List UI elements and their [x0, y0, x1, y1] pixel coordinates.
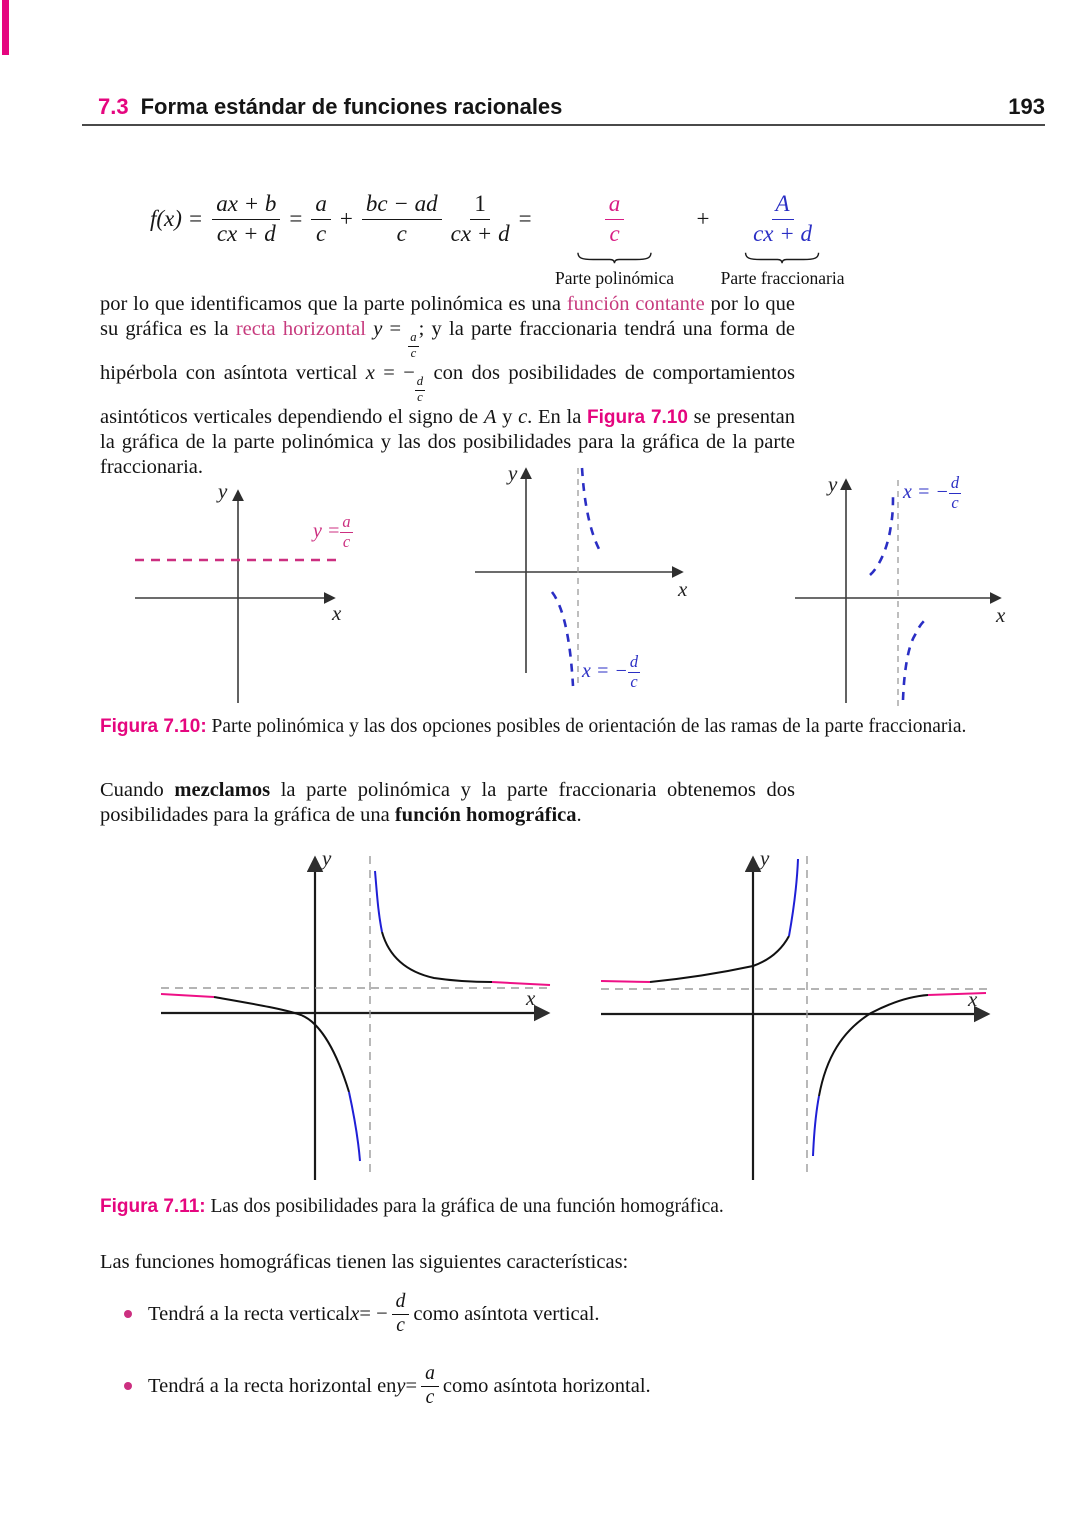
plus-sign: +: [696, 205, 710, 231]
label-fraction-d-c: $\frac{d}{c}$: [629, 652, 639, 691]
text-run: . En la: [527, 405, 588, 428]
header-rule: [82, 124, 1045, 126]
axis-label-x: x: [526, 986, 536, 1010]
bold-funcion-homografica: función homográfica: [394, 804, 577, 826]
math-equals: =: [382, 318, 409, 340]
standard-form-formula: [150, 190, 851, 288]
figure-7-10-plot-branches-2: [790, 452, 1020, 712]
characteristics-list: [124, 1283, 824, 1417]
fraction-axb-cxd: $\frac{ax + b}{cx + d}$: [212, 190, 280, 248]
polynomial-part-label: Parte polinómica: [555, 267, 675, 288]
display-fraction-d-c: $\frac{d}{c}$: [392, 1291, 410, 1338]
figure-7-11-caption-label: Figura 7.11:: [100, 1196, 206, 1217]
math-var-y: y: [396, 1374, 406, 1397]
fraction-1-cxd: $\frac{1}{cx + d}$: [450, 191, 510, 247]
polynomial-underbrace-group: [555, 252, 674, 289]
text-run: por lo que identificamos que la parte polinómica es una: [100, 293, 567, 315]
math-var-A: A: [483, 405, 497, 428]
fractional-part-label: Parte fraccionaria: [720, 267, 845, 288]
horizontal-asymptote-label: y = $\frac{a}{c}$: [313, 512, 351, 551]
axis-label-x: x: [332, 601, 342, 625]
plot-canvas: [158, 846, 560, 1186]
figure-7-10-caption-label: Figura 7.10:: [100, 716, 207, 737]
label-fraction-d-c: $\frac{d}{c}$: [950, 473, 960, 512]
math-var-x: x: [350, 1302, 360, 1325]
fractional-underbrace-group: [721, 252, 845, 289]
text-run: Tendrá a la recta vertical: [148, 1302, 351, 1325]
axis-label-x: x: [996, 603, 1006, 627]
bullet-icon: [124, 1382, 132, 1390]
text-run: Tendrá a la recta horizontal en: [148, 1374, 397, 1397]
text-run: como asíntota vertical.: [413, 1302, 600, 1325]
fraction-bcad-c: $\frac{bc - ad}{c}$: [362, 190, 442, 248]
figure-7-10-plot-branches-1: [470, 455, 705, 710]
axis-label-y: y: [322, 846, 332, 870]
page-number: 193: [1008, 94, 1045, 119]
plot-canvas: [130, 475, 390, 713]
math-var-c: c: [518, 405, 528, 428]
axis-label-x: x: [678, 577, 688, 601]
figure-7-10-plot-polynomial: [130, 475, 390, 713]
math-equals-minus: = −: [359, 1302, 388, 1325]
plot-canvas: [598, 846, 1000, 1186]
fraction-A-cxd-blue: $\frac{A}{cx + d}$: [753, 191, 812, 247]
inline-fraction-a-c: $\frac{a}{c}$: [410, 330, 417, 361]
vertical-asymptote-label: x = − $\frac{d}{c}$: [582, 652, 639, 691]
highlight-funcion-constante: función contante: [566, 293, 705, 315]
section-number: 7.3: [98, 94, 129, 119]
characteristics-intro: [100, 1250, 795, 1275]
bullet-icon: [124, 1310, 132, 1318]
axis-label-x: x: [968, 987, 978, 1011]
text-run: y: [496, 405, 519, 428]
highlight-recta-horizontal: recta horizontal: [235, 318, 366, 340]
text-run: .: [576, 804, 582, 826]
text-run: la parte polinómica y la parte fraccionaria obtenemos dos posibilidades para la gráfica de una: [100, 779, 795, 826]
fraction-a-c-pink: $\frac{a}{c}$: [605, 190, 625, 248]
math-equals-minus: = −: [374, 361, 415, 384]
axis-label-y: y: [218, 479, 228, 503]
underbrace-icon: [577, 252, 653, 264]
text-run: ; y la parte fraccionaria tendrá una forma de hipérbola con asíntota vertical: [100, 318, 795, 384]
polynomial-part-group: [555, 190, 675, 288]
text-run: como asíntota horizontal.: [442, 1374, 651, 1397]
equals-sign: =: [289, 205, 303, 231]
text-run: Cuando: [100, 779, 175, 801]
bold-mezclamos: mezclamos: [174, 779, 271, 801]
bullet-horizontal-asymptote: [124, 1355, 824, 1417]
figure-7-11-caption: [100, 1196, 1000, 1218]
text-run: por lo que su gráfica es la: [100, 293, 796, 340]
page-accent-bar: [2, 0, 9, 55]
formula-lhs: f(x) =: [150, 205, 204, 231]
underbrace-icon: [745, 252, 821, 264]
paragraph-identification: [100, 292, 795, 480]
inline-fraction-d-c: $\frac{d}{c}$: [416, 374, 424, 404]
figure-7-10-reference: Figura 7.10: [587, 406, 688, 428]
fraction-a-c: $\frac{a}{c}$: [311, 190, 331, 248]
display-fraction-a-c: $\frac{a}{c}$: [421, 1363, 439, 1410]
text-run: con dos posibilidades de comportamientos asintóticos verticales dependiendo el signo de: [100, 361, 795, 428]
figure-7-10-caption: [100, 716, 1000, 738]
axis-label-y: y: [760, 846, 770, 870]
vertical-asymptote-label: x = − $\frac{d}{c}$: [903, 473, 960, 512]
math-var-x: x: [365, 361, 375, 384]
caption-text: Parte polinómica y las dos opciones posibles de orientación de las ramas de la parte fraccionaria.: [206, 716, 967, 737]
math-var-y: y: [373, 318, 383, 340]
bullet-vertical-asymptote: [124, 1283, 824, 1345]
figure-7-11-plot-2: [598, 846, 1000, 1186]
section-title: Forma estándar de funciones racionales: [140, 94, 563, 119]
text-run: Las funciones homográficas tienen las siguientes características:: [100, 1251, 629, 1273]
plus-sign: +: [339, 205, 353, 231]
section-header: [98, 94, 1045, 120]
caption-text: Las dos posibilidades para la gráfica de una función homográfica.: [205, 1196, 724, 1217]
paragraph-mixing: [100, 778, 795, 828]
axis-label-y: y: [508, 461, 518, 485]
axis-label-y: y: [828, 472, 838, 496]
equals-sign: =: [518, 205, 532, 231]
text-run: se presentan la gráfica de la parte polinómica y las dos posibilidades para la gráfica de la parte fraccionaria.: [100, 405, 796, 478]
fractional-part-group: [720, 190, 845, 288]
math-equals: =: [405, 1374, 418, 1397]
label-fraction-a-c: $\frac{a}{c}$: [342, 512, 351, 551]
figure-7-11-plot-1: [158, 846, 560, 1186]
